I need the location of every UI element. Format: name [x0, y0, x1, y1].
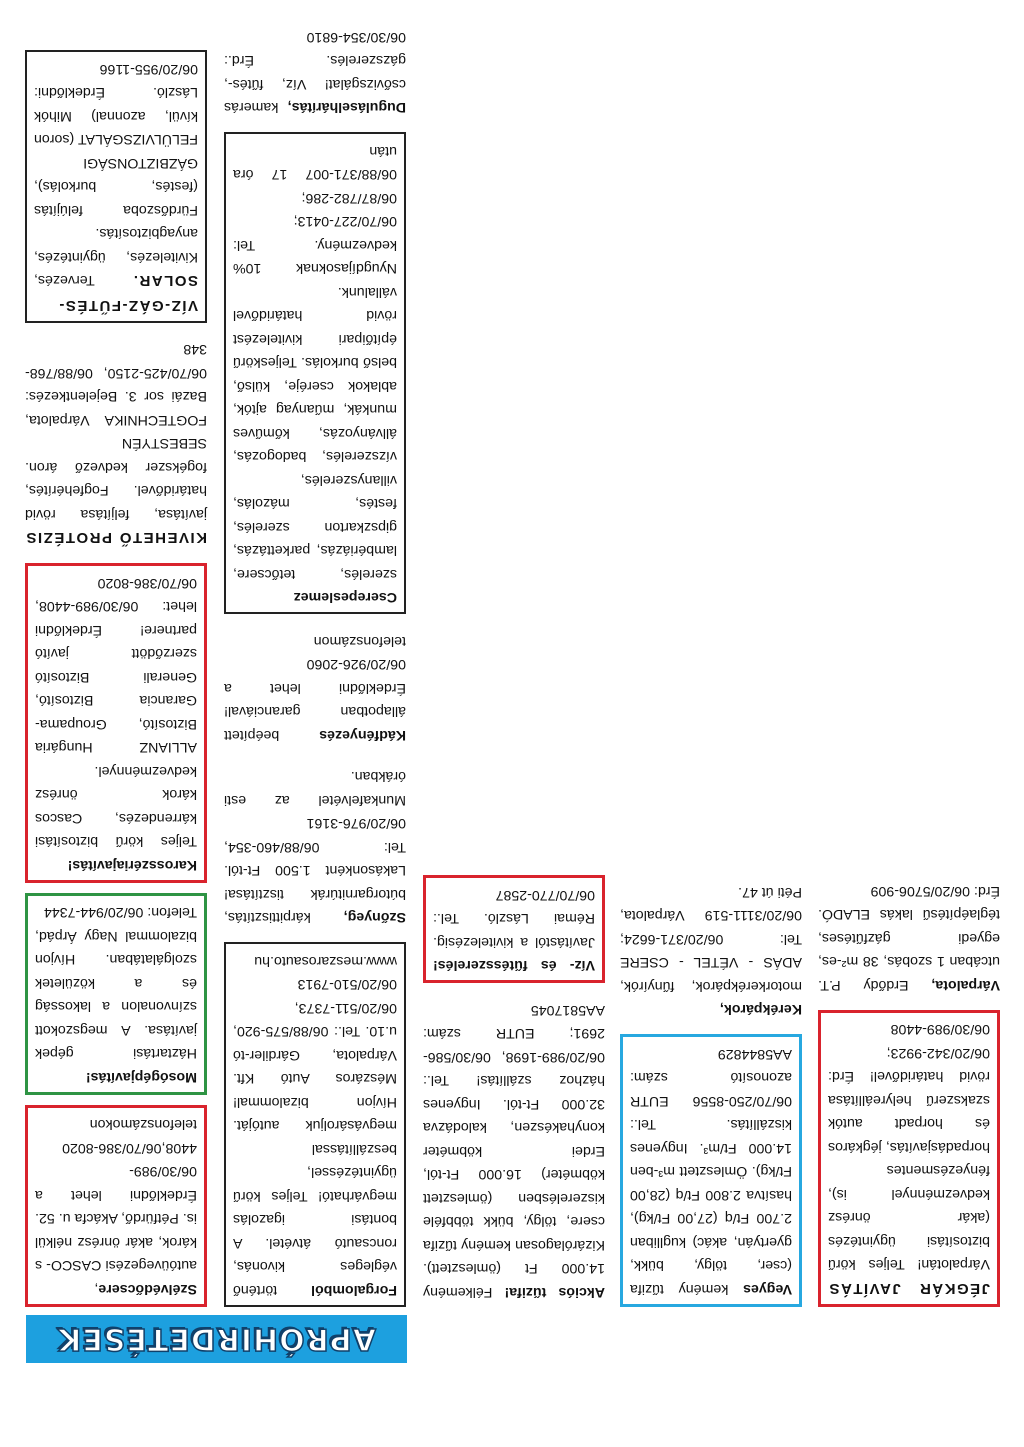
- ad-lead: JÉGKÁR JAVÍTÁS: [828, 1280, 990, 1297]
- ad-body: Teljes körű biztosítási kárrendezés, Cascos károk önrész kedvezménnyel. ALLIANZ Hungária Biztosító, Groupama-Garancia Biztosító, Generali Biztosító szerződött javító partnere! Érdeklődni lehet: 06/30/989-4408, 06/70/386-8020: [35, 575, 197, 850]
- ad-column-5: [818, 865, 1000, 1308]
- ad-body: motorkerékpárok, fűnyírók, ADÁS - VÉTEL - CSERE Tel: 06/20/371-6624; 06/20/3111-519 Várpalota, Péti út 47.: [620, 884, 802, 994]
- ad-lead: Kerékpárok,: [719, 1001, 802, 1018]
- ad-car-scrapping: [224, 943, 406, 1308]
- ad-bodywork: [25, 564, 207, 884]
- ad-body: kamerás csővizsgálat! Víz, fűtés-, gázszerelés. Érd.: 06/30/354-6810: [224, 29, 406, 116]
- ad-denture: [25, 333, 207, 554]
- ad-body: javítása, feljítása rövid határidővel. Fogfehérítés, fogékszer kedvező áron. SEBESTYÉN FOGTECHNIKA Várpalota, Bazái sor 3. Bejelentkezés: 06/70/425-2150, 06/88/768-348: [25, 341, 207, 522]
- ad-carpet-cleaning: [224, 760, 406, 933]
- ad-column-3: [423, 866, 605, 1308]
- section-banner: [26, 1315, 407, 1363]
- ad-lead: Karosszériajavítás!: [67, 857, 197, 873]
- ad-firewood-sale: [423, 994, 605, 1308]
- ad-body: Félkemény 14.000 Ft (ömlesztett). Kizárólagosan kemény tűzifa csere, tölgy, bükk többféle kiszerelésben (ömlesztett köbméter) 16.000 Ft-tól, Erdei köbméter konyhakészen, kalodázva 32.000 Ft-tól. Ingyenes házhoz szállítás! Tel.: 06/20/989-1698, 06/30/586-2691; EUTR szám: AA5817045: [423, 1002, 605, 1300]
- ad-lead: KIVEHETŐ PROTÉZIS: [25, 529, 207, 547]
- ad-lead: Forgalomból: [311, 1282, 397, 1298]
- ad-washing-machine: [25, 893, 207, 1095]
- ad-lead: Szőnyeg,: [343, 909, 406, 926]
- ad-body: kemény tűzifa (cser, tölgy, bükk, gyertyán, akác) kuglliban 2.700 Ft/q (27,00 Ft/kg), hasítva 2.800 Ft/q (28,00 Ft/kg). Ömlesztett m³-ben 14.000 Ft/m³. Ingyenes kiszállítás. Tel.: 06/70/250-8556 EUTR azonosító szám: AA5844829: [630, 1046, 792, 1297]
- ad-drain-cleaning: [224, 21, 406, 123]
- ad-body: Várpalotán! Teljes körű biztosítási ügyintézés (akár önrész kedvezménnyel is), fényezésmentes horpadásjavítás, jégkáros és horpadt autók szakszerű helyreállítása rövid határidővel! Érd: 06/20/342-9923; 06/30/989-4408: [828, 1021, 990, 1273]
- ad-plumbing-heating: [25, 51, 207, 324]
- ad-body: Tervezés, Kivitelezés, ügyintézés, anyagbiztosítás. Fürdőszoba felújítás (festés, burkolás), GÁZBIZTONSÁGI FELÜLVIZSGÁLAT (soron kívül, azonnal) Mihók László. Érdeklődni: 06/20/955-1166: [34, 61, 198, 289]
- ad-bicycles: [620, 876, 802, 1025]
- ad-lead: Cserepeslemez: [293, 589, 397, 606]
- section-title: APRÓHIRDETÉSEK: [57, 1321, 376, 1357]
- ad-lead: Kádfényezés: [319, 727, 406, 743]
- ad-hail-repair: [818, 1010, 1000, 1307]
- ad-lead: Vegyes: [743, 1281, 792, 1297]
- ad-body: beépített állapotban garanciával! Érdeklődni lehet a 06/20/926-2060 telefonszámon: [224, 633, 406, 743]
- ad-water-heating: [423, 876, 605, 984]
- ad-construction: [224, 133, 406, 615]
- ad-lead: Víz- és fűtésszerelés!: [433, 957, 595, 974]
- ad-lead: Akciós tűzifa!: [504, 1284, 605, 1300]
- ad-body: Háztartási gépek javítása. A megszokott színvonalon a lakosság és a közületek szolgálatában. Hívjon bizalommal Nagy Árpád, Telefon: 06/20/944-7344: [35, 904, 197, 1062]
- ad-body: Erdődy P.T. utcában 1 szobás, 38 m²-es, egyedi gázfűtéses, téglaépítésű lakás ELADÓ. Érd: 06/20/5706-909: [818, 883, 1000, 993]
- ad-mixed-firewood: [620, 1035, 802, 1308]
- ad-column-2: [224, 11, 406, 1308]
- ad-lead: Várpalota,: [931, 977, 1000, 993]
- ad-body: Javítástól a kivitelezésig. Rémai László. Tel.: 06/70/770-2587: [433, 887, 595, 950]
- ad-body: történő végleges kivonás, roncsautó átvétel. A bontási igazolás megvárható! Teljes körű ügyintézéssel, beszállítással megvásároljuk autóját. Hívjon bizalommal! Mészáros Autó Kft. Várpalota, Gárdiler-tó u.10. Tel.: 06/88/575-920, 06/20/511-7373, 06/20/510-7913 www.meszarosauto.hu: [233, 953, 397, 1298]
- ad-body: , autóüvegezési CASCO- s károk, akár önrész nélkül is. Pétfürdő, Akácfa u. 52. Érdeklődni lehet a 06/30/989-4408,06/70/386-8020 telefonszámokon: [35, 1116, 197, 1297]
- ad-bathtub-coating: [224, 625, 406, 751]
- ad-lead: Duguláselhárítás,: [287, 99, 406, 116]
- ad-lead: Mosógépjavítás!: [85, 1069, 197, 1085]
- ad-column-1: [25, 41, 207, 1308]
- ad-body: szerelés, tetőcsere, lambériázás, parkettázás, gipszkarton szerelés, festés, mázolás, villanyszerelés, vízszerelés, badogozás, állványozás, kőműves munkák, műanyag ajtók, ablakok cseréje, külső, belső burkolás. Teljeskörű építőipari kivitelezést rövid határidővel vállalunk. Nyugdíjasoknak 10% kedvezmény. Tel: 06/70/227-0413; 06/87/782-286; 06/88/371-007 17 óra után: [233, 143, 397, 582]
- ad-body: kárpittisztítás, bútorgarnitúrák tisztítása! Lakásonként 1.500 Ft-tól. Tel: 06/88/460-354, 06/20/976-3161 Munkafelvétel az esti órákban.: [224, 768, 406, 926]
- ad-column-4: [620, 866, 802, 1308]
- ad-windshield: [25, 1105, 207, 1307]
- ad-lead: VÍZ-GÁZ-FŰTÉS-SOLAR.: [57, 272, 198, 314]
- ad-lead: Szélvédőcsere: [98, 1281, 197, 1297]
- ad-apartment-sale: [818, 875, 1000, 1001]
